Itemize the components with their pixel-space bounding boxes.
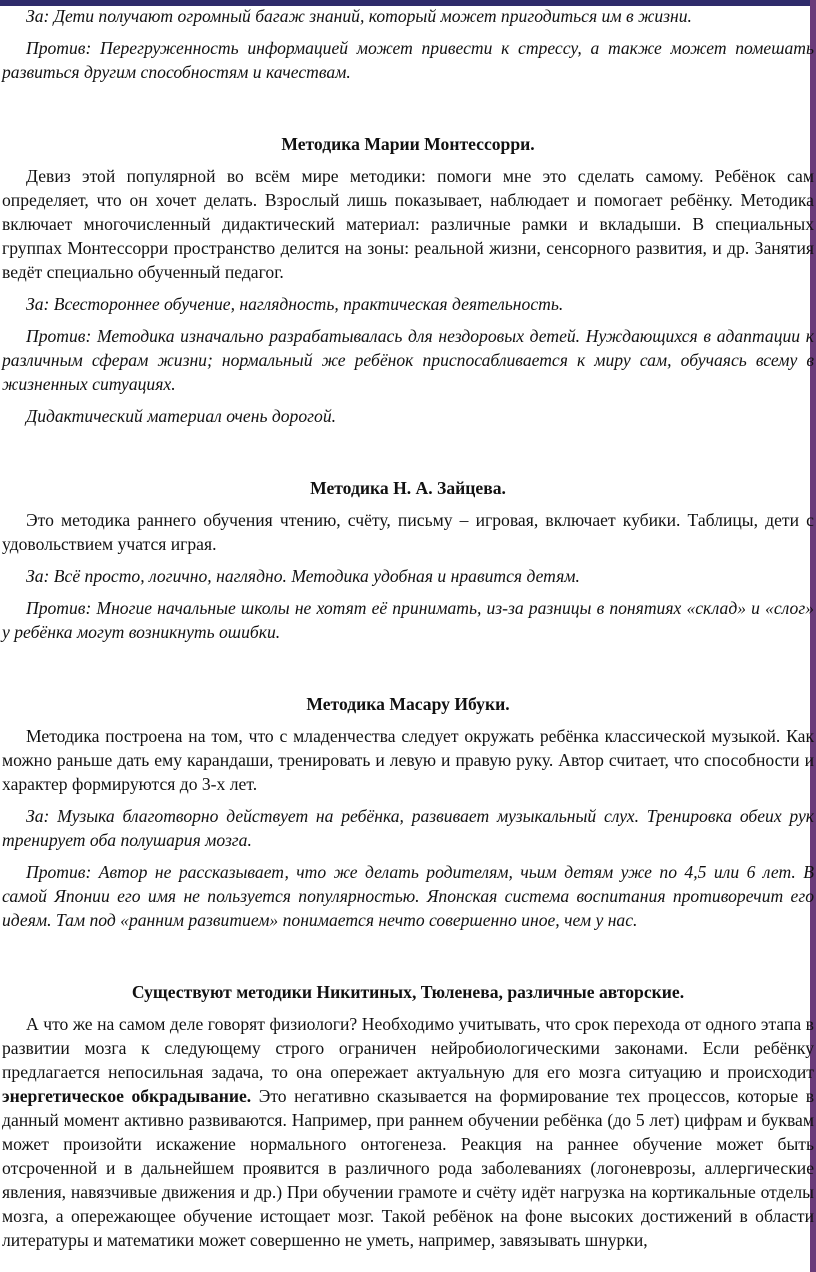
intro-contra-paragraph: Против: Перегруженность информацией может привести к стрессу, а также может помешать развиться другим способностям и качествам.: [2, 38, 814, 82]
final-heading: Существуют методики Никитиных, Тюленева, различные авторские.: [131, 982, 685, 1002]
final-body-paragraph: [2, 1012, 814, 1252]
section-heading-zaitsev: Методика Н. А. Зайцева.: [310, 478, 506, 498]
section-contra-zaitsev: Против: Многие начальные школы не хотят её принимать, из-за разницы в понятиях «склад» и «слог» у ребёнка могут возникнуть ошибки.: [2, 598, 814, 642]
final-body-part2: Это негативно сказывается на формирование тех процессов, которые в данный момент активно развиваются. Например, при раннем обучении ребёнка (до 5 лет) цифрам и буквам может произойти искажение нормального онтогенеза. Реакция на раннее обучение может быть отсроченной и в дальнейшем проявится в различного рода заболеваниях (логоневрозы, аллергические явления, навязчивые движения и др.) При обучении грамоте и счёту идёт нагрузка на кортикальные отделы мозга, а опережающее обучение истощает мозг. Такой ребёнок на фоне высоких достижений в области литературы и математики может совершенно не уметь, например, завязывать шнурки,: [2, 1086, 815, 1250]
section-pro-ibuka: За: Музыка благотворно действует на ребёнка, развивает музыкальный слух. Тренировка обеих рук тренирует оба полушария мозга.: [2, 806, 814, 850]
section-body-ibuka: Методика построена на том, что с младенчества следует окружать ребёнка классической музыкой. Как можно раньше дать ему карандаши, тренировать и левую и правую руку. Автор считает, что способности и характер формируются до 3-х лет.: [2, 726, 814, 794]
section-heading-ibuka: Методика Масару Ибуки.: [306, 694, 510, 714]
section-extra-montessori: Дидактический материал очень дорогой.: [26, 406, 337, 426]
section-contra-ibuka: Против: Автор не рассказывает, что же делать родителям, чьим детям уже по 4,5 или 6 лет. В самой Японии его имя не пользуется популярностью. Японская система воспитания противоречит его идеям. Там под «ранним развитием» понимается нечто совершенно иное, чем у нас.: [2, 862, 814, 930]
section-heading-montessori: Методика Марии Монтессорри.: [281, 134, 535, 154]
section-contra-montessori: Против: Методика изначально разрабатывалась для нездоровых детей. Нуждающихся в адаптации к различным сферам жизни; нормальный же ребёнок приспосабливается к миру сам, обучаясь всему в жизненных ситуациях.: [2, 326, 814, 394]
final-body-part1: А что же на самом деле говорят физиологи? Необходимо учитывать, что срок перехода от одного этапа в развитии мозга к следующему строго ограничен нейробиологическими законами. Если ребёнку предлагается непосильная задача, то она опережает актуальную для его мозга ситуацию и происходит: [2, 1014, 814, 1082]
intro-pro-paragraph: За: Дети получают огромный багаж знаний, который может пригодиться им в жизни.: [26, 6, 692, 26]
final-body-emphasis: энергетическое обкрадывание.: [2, 1086, 252, 1106]
section-pro-zaitsev: За: Всё просто, логично, наглядно. Методика удобная и нравится детям.: [26, 566, 580, 586]
section-body-montessori: Девиз этой популярной во всём мире методики: помоги мне это сделать самому. Ребёнок сам определяет, что он хочет делать. Взрослый лишь показывает, наблюдает и помогает ребёнку. Методика включает многочисленный дидактический материал: различные рамки и вкладыши. В специальных группах Монтессорри пространство делится на зоны: реальной жизни, сенсорного развития, и др. Занятия ведёт специально обученный педагог.: [2, 166, 814, 282]
section-pro-montessori: За: Всестороннее обучение, наглядность, практическая деятельность.: [26, 294, 564, 314]
document-body: [2, 4, 814, 1252]
section-body-zaitsev: Это методика раннего обучения чтению, счёту, письму – игровая, включает кубики. Таблицы, дети с удовольствием учатся играя.: [2, 510, 814, 554]
